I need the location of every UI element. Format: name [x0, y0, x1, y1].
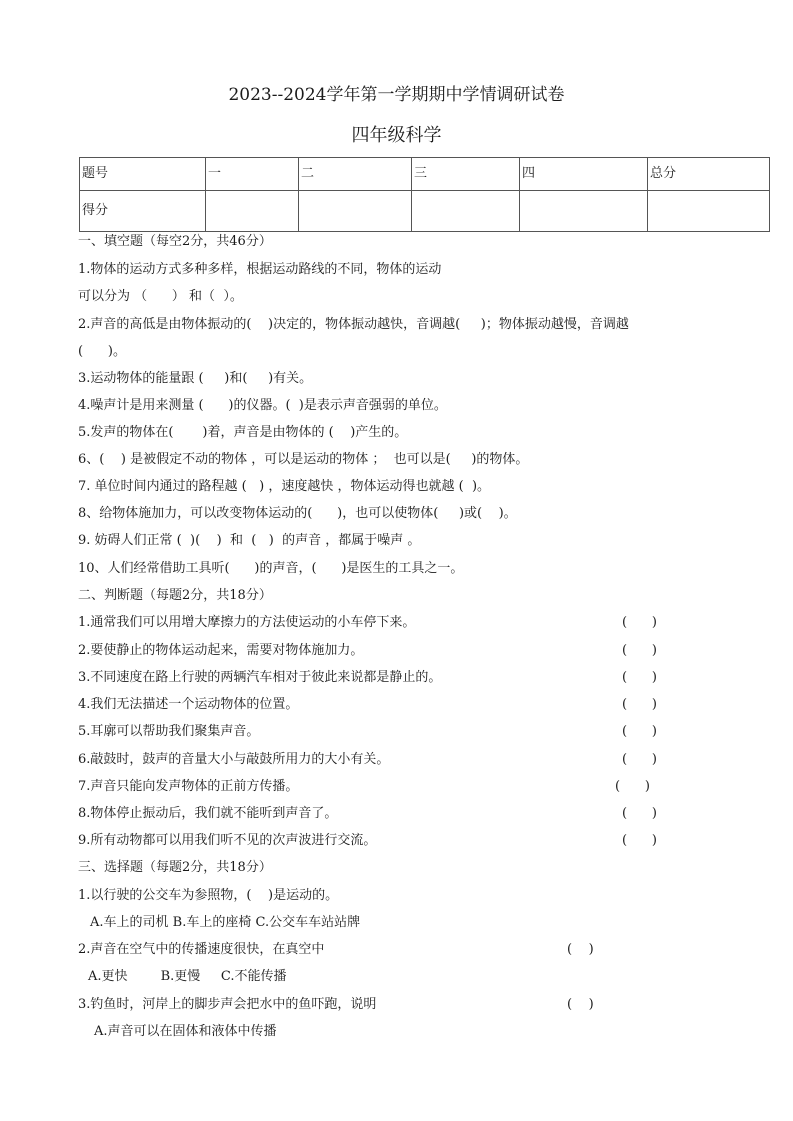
score-input-cell[interactable] — [299, 191, 412, 232]
choice-options: A.车上的司机 B.车上的座椅 C.公交车车站站牌 — [90, 915, 361, 930]
section-heading: 三、选择题（每题2分，共18分） — [78, 860, 272, 875]
question-line: 3.运动物体的能量跟 ( )和( )有关。 — [78, 371, 313, 386]
answer-blank[interactable]: ( ) — [622, 615, 657, 630]
choice-options: A.声音可以在固体和液体中传播 — [94, 1024, 277, 1039]
score-input-cell[interactable] — [648, 191, 770, 232]
question-line: ( )。 — [78, 344, 126, 359]
true-false-item: 9.所有动物都可以用我们听不见的次声波进行交流。 — [78, 833, 377, 848]
question-line: 4.噪声计是用来测量 ( )的仪器。( )是表示声音强弱的单位。 — [78, 398, 447, 413]
score-table-cell: 总分 — [648, 158, 770, 191]
exam-subtitle: 四年级科学 — [351, 125, 442, 146]
answer-blank[interactable]: ( ) — [622, 670, 657, 685]
true-false-item: 4.我们无法描述一个运动物体的位置。 — [78, 697, 299, 712]
answer-blank[interactable]: ( ) — [615, 779, 650, 794]
question-line: 10、人们经常借助工具听( )的声音，( )是医生的工具之一。 — [78, 561, 464, 576]
exam-title: 2023--2024学年第一学期期中学情调研试卷 — [228, 85, 565, 105]
score-table-cell: 题号 — [80, 158, 206, 191]
true-false-item: 2.要使静止的物体运动起来，需要对物体施加力。 — [78, 643, 364, 658]
section-heading: 二、判断题（每题2分，共18分） — [78, 588, 272, 603]
score-input-cell[interactable] — [206, 191, 299, 232]
answer-blank[interactable]: ( ) — [622, 806, 657, 821]
choice-options: A.更快 B.更慢 C.不能传播 — [88, 969, 287, 984]
score-input-cell[interactable] — [412, 191, 520, 232]
section-heading: 一、填空题（每空2分，共46分） — [78, 234, 272, 249]
true-false-item: 6.敲鼓时，鼓声的音量大小与敲鼓所用力的大小有关。 — [78, 752, 390, 767]
answer-blank[interactable]: ( ) — [567, 997, 594, 1012]
question-line: 1.物体的运动方式多种多样，根据运动路线的不同，物体的运动 — [78, 262, 442, 277]
score-table-cell: 二 — [299, 158, 412, 191]
score-table-cell: 得分 — [80, 191, 206, 232]
question-line: 可以分为 （ ） 和（ ）。 — [78, 289, 243, 304]
choice-question: 2.声音在空气中的传播速度很快，在真空中 — [78, 942, 325, 957]
question-line: 8、给物体施加力，可以改变物体运动的( )，也可以使物体( )或( )。 — [78, 506, 517, 521]
answer-blank[interactable]: ( ) — [622, 697, 657, 712]
score-table-score-row — [80, 191, 770, 232]
question-line: 9. 妨碍人们正常 ( )( ) 和 ( ) 的声音 ，都属于噪声 。 — [78, 533, 421, 548]
question-line: 5.发声的物体在( )着，声音是由物体的 ( )产生的。 — [78, 425, 408, 440]
score-table-cell: 三 — [412, 158, 520, 191]
answer-blank[interactable]: ( ) — [622, 724, 657, 739]
true-false-item: 7.声音只能向发声物体的正前方传播。 — [78, 779, 299, 794]
true-false-item: 1.通常我们可以用增大摩擦力的方法使运动的小车停下来。 — [78, 615, 416, 630]
true-false-item: 8.物体停止振动后，我们就不能听到声音了。 — [78, 806, 338, 821]
question-line: 6、( ) 是被假定不动的物体 ，可以是运动的物体 ； 也可以是( )的物体。 — [78, 452, 529, 467]
choice-question: 1.以行驶的公交车为参照物，( )是运动的。 — [78, 888, 339, 903]
score-table-cell: 四 — [520, 158, 648, 191]
true-false-item: 5.耳廓可以帮助我们聚集声音。 — [78, 724, 260, 739]
score-table-header-row — [80, 158, 770, 191]
answer-blank[interactable]: ( ) — [622, 643, 657, 658]
choice-question: 3.钓鱼时，河岸上的脚步声会把水中的鱼吓跑，说明 — [78, 997, 377, 1012]
answer-blank[interactable]: ( ) — [622, 752, 657, 767]
score-table — [79, 157, 770, 232]
question-line: 2.声音的高低是由物体振动的( )决定的，物体振动越快，音调越( )；物体振动越慢，音调越 — [78, 317, 629, 332]
answer-blank[interactable]: ( ) — [567, 942, 594, 957]
answer-blank[interactable]: ( ) — [622, 833, 657, 848]
true-false-item: 3.不同速度在路上行驶的两辆汽车相对于彼此来说都是静止的。 — [78, 670, 442, 685]
score-input-cell[interactable] — [520, 191, 648, 232]
question-line: 7. 单位时间内通过的路程越 ( ) ，速度越快 ，物体运动得也就越 ( )。 — [78, 479, 491, 494]
score-table-cell: 一 — [206, 158, 299, 191]
